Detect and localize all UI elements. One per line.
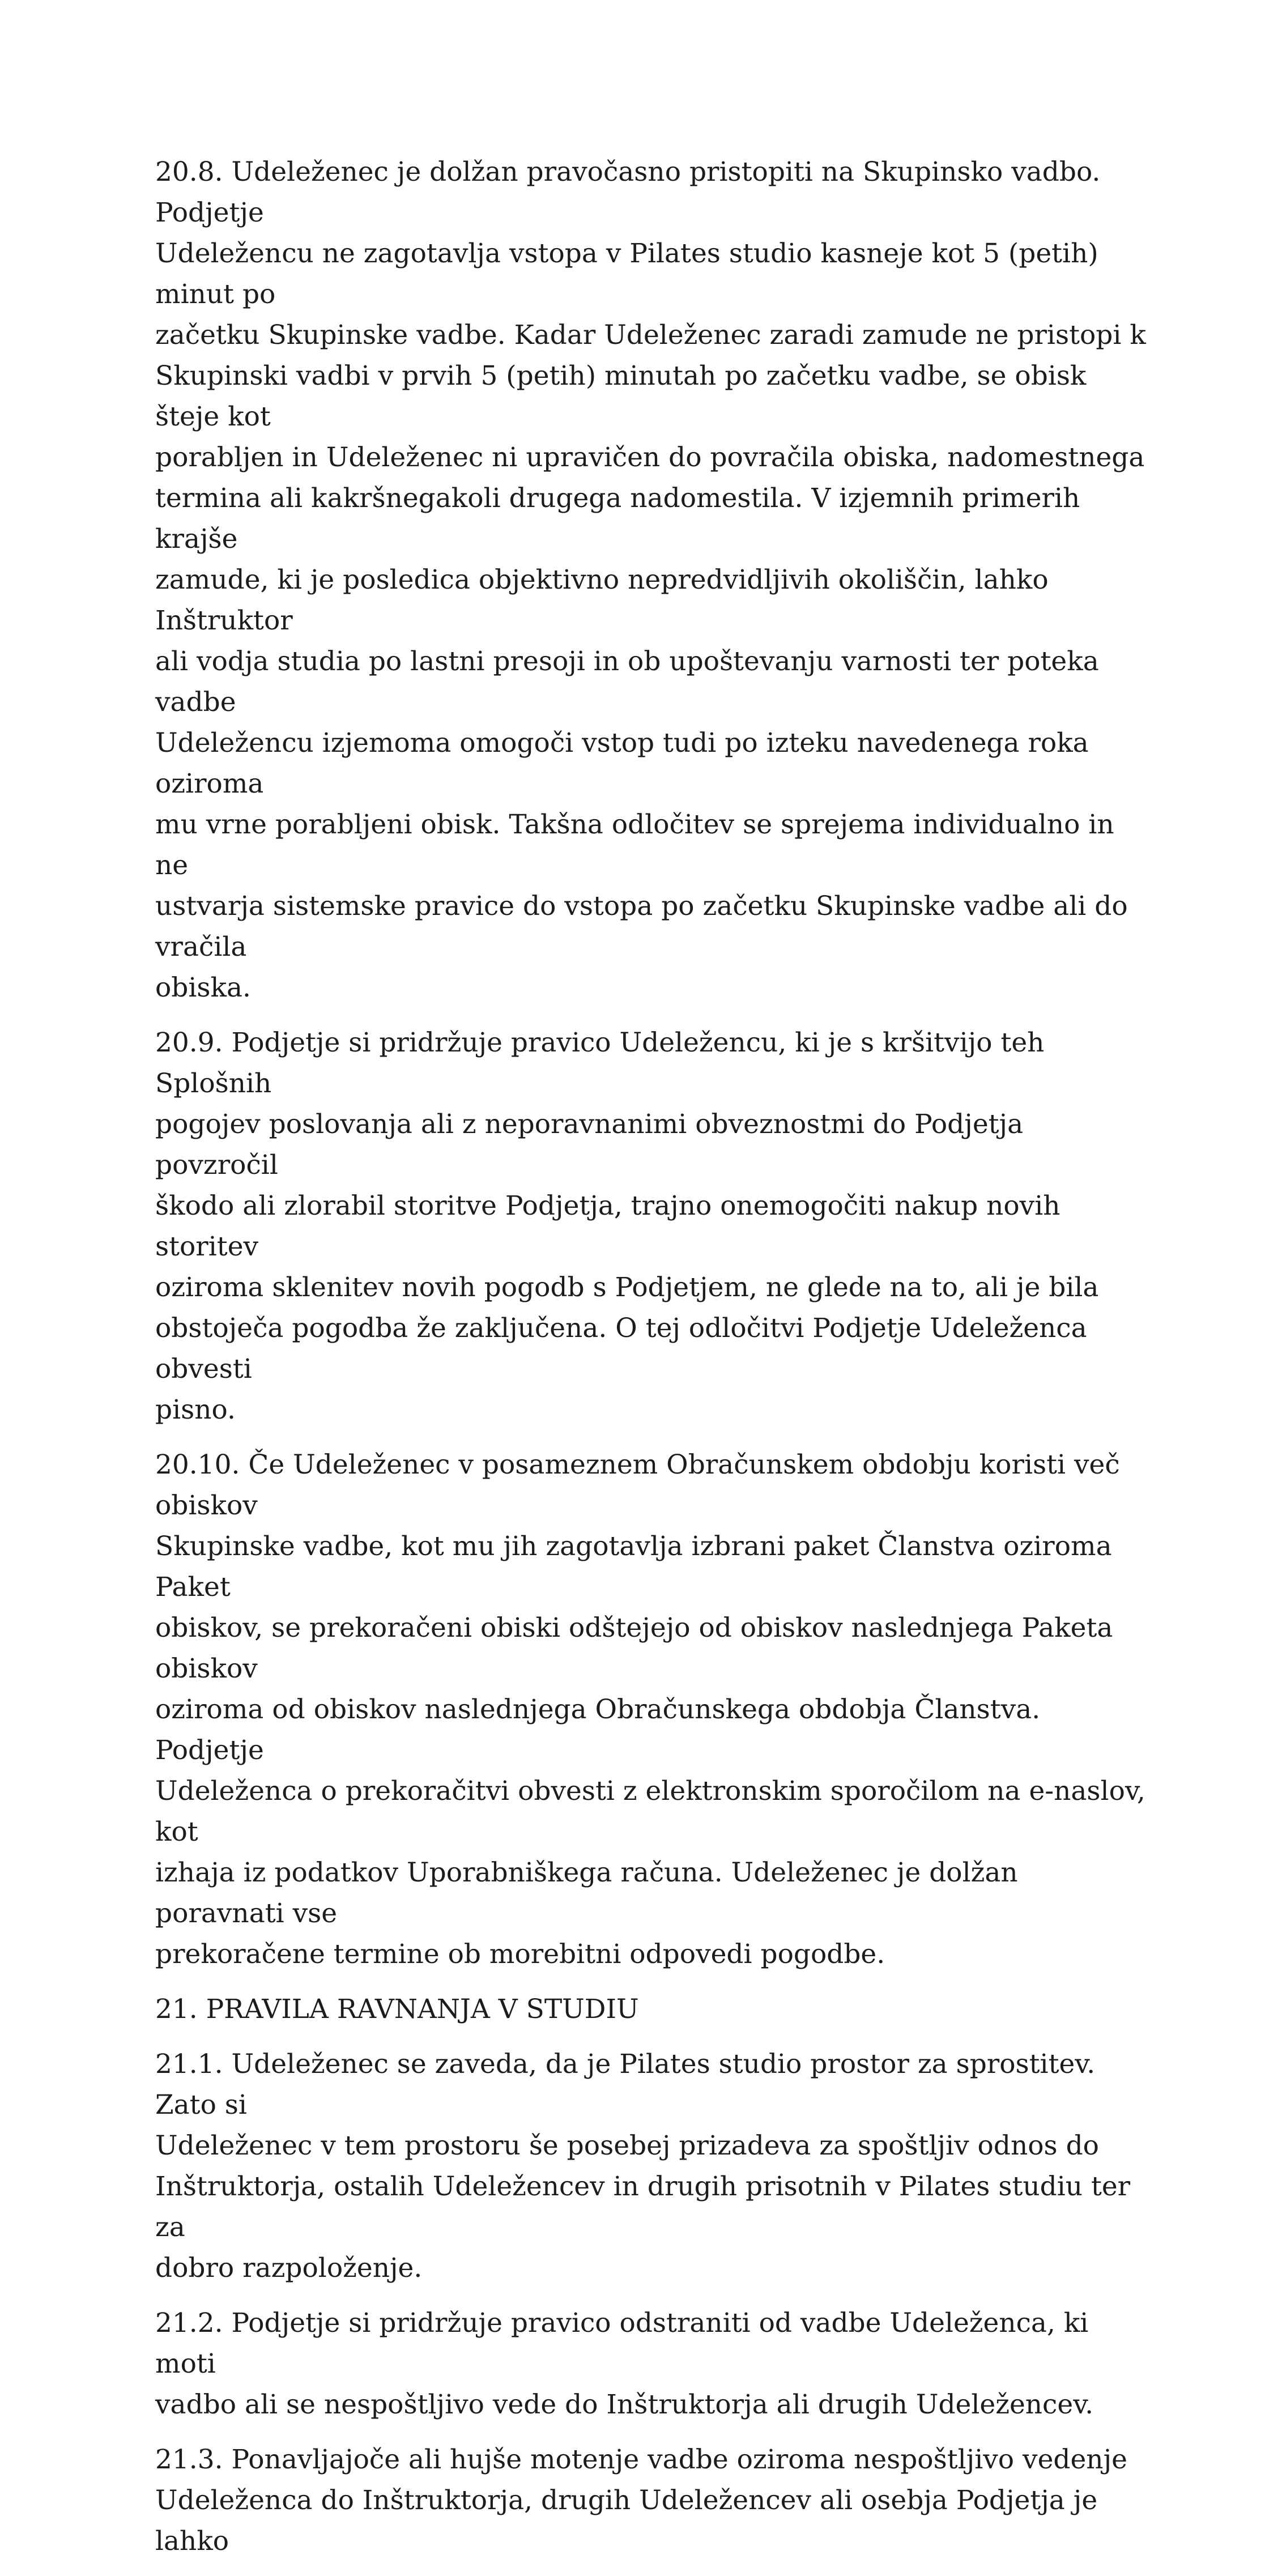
paragraph-21-1: 21.1. Udeleženec se zaveda, da je Pilates studio prostor za sprostitev. Zato si Udeleženec v tem prostoru še posebej prizadeva za spoštljiv odnos do Inštruktorja, ostalih Udeležencev in drugih prisotnih v Pilates studiu ter za dobro razpoloženje. xyxy=(155,2049,1131,2284)
paragraph-20-8: 20.8. Udeleženec je dolžan pravočasno pristopiti na Skupinsko vadbo. Podjetje Udeležencu ne zagotavlja vstopa v Pilates studio kasneje kot 5 (petih) minut po začetku Skupinske vadbe. Kadar Udeleženec zaradi zamude ne pristopi k Skupinski vadbi v prvih 5 (petih) minutah po začetku vadbe, se obisk šteje kot porabljen in Udeleženec ni upravičen do povračila obiska, nadomestnega termina ali kakršnegakoli drugega nadomestila. V izjemnih primerih krajše zamude, ki je posledica objektivno nepredvidljivih okoliščin, lahko Inštruktor ali vodja studia po lastni presoji in ob upoštevanju varnosti ter poteka vadbe Udeležencu izjemoma omogoči vstop tudi po izteku navedenega roka oziroma mu vrne porabljeni obisk. Takšna odločitev se sprejema individualno in ne ustvarja sistemske pravice do vstopa po začetku Skupinske vadbe ali do vračila obiska. xyxy=(155,156,1146,1003)
paragraph-20-10: 20.10. Če Udeleženec v posameznem Obračunskem obdobju koristi več obiskov Skupinske vadbe, kot mu jih zagotavlja izbrani paket Članstva oziroma Paket obiskov, se prekoračeni obiski odštejejo od obiskov naslednjega Paketa obiskov oziroma od obiskov naslednjega Obračunskega obdobja Članstva. Podjetje Udeleženca o prekoračitvi obvesti z elektronskim sporočilom na e-naslov, kot izhaja iz podatkov Uporabniškega računa. Udeleženec je dolžan poravnati vse prekoračene termine ob morebitni odpovedi pogodbe. xyxy=(155,1449,1145,1970)
paragraph-21-2: 21.2. Podjetje si pridržuje pravico odstraniti od vadbe Udeleženca, ki moti vadbo ali se nespoštljivo vede do Inštruktorja ali drugih Udeležencev. xyxy=(155,2307,1094,2420)
section-heading-21: 21. PRAVILA RAVNANJA V STUDIU xyxy=(155,1994,639,2025)
paragraph-20-9: 20.9. Podjetje si pridržuje pravico Udeležencu, ki je s kršitvijo teh Splošnih pogojev poslovanja ali z neporavnanimi obveznostmi do Podjetja povzročil škodo ali zlorabil storitve Podjetja, trajno onemogočiti nakup novih storitev oziroma sklenitev novih pogodb s Podjetjem, ne glede na to, ali je bila obstoječa pogodba že zaključena. O tej odločitvi Podjetje Udeleženca obvesti pisno. xyxy=(155,1027,1099,1425)
paragraph-21-3: 21.3. Ponavljajoče ali hujše motenje vadbe oziroma nespoštljivo vedenje Udeleženca do Inštruktorja, drugih Udeležencev ali osebja Podjetja je lahko xyxy=(155,2444,1127,2557)
document-page xyxy=(155,152,1152,2576)
